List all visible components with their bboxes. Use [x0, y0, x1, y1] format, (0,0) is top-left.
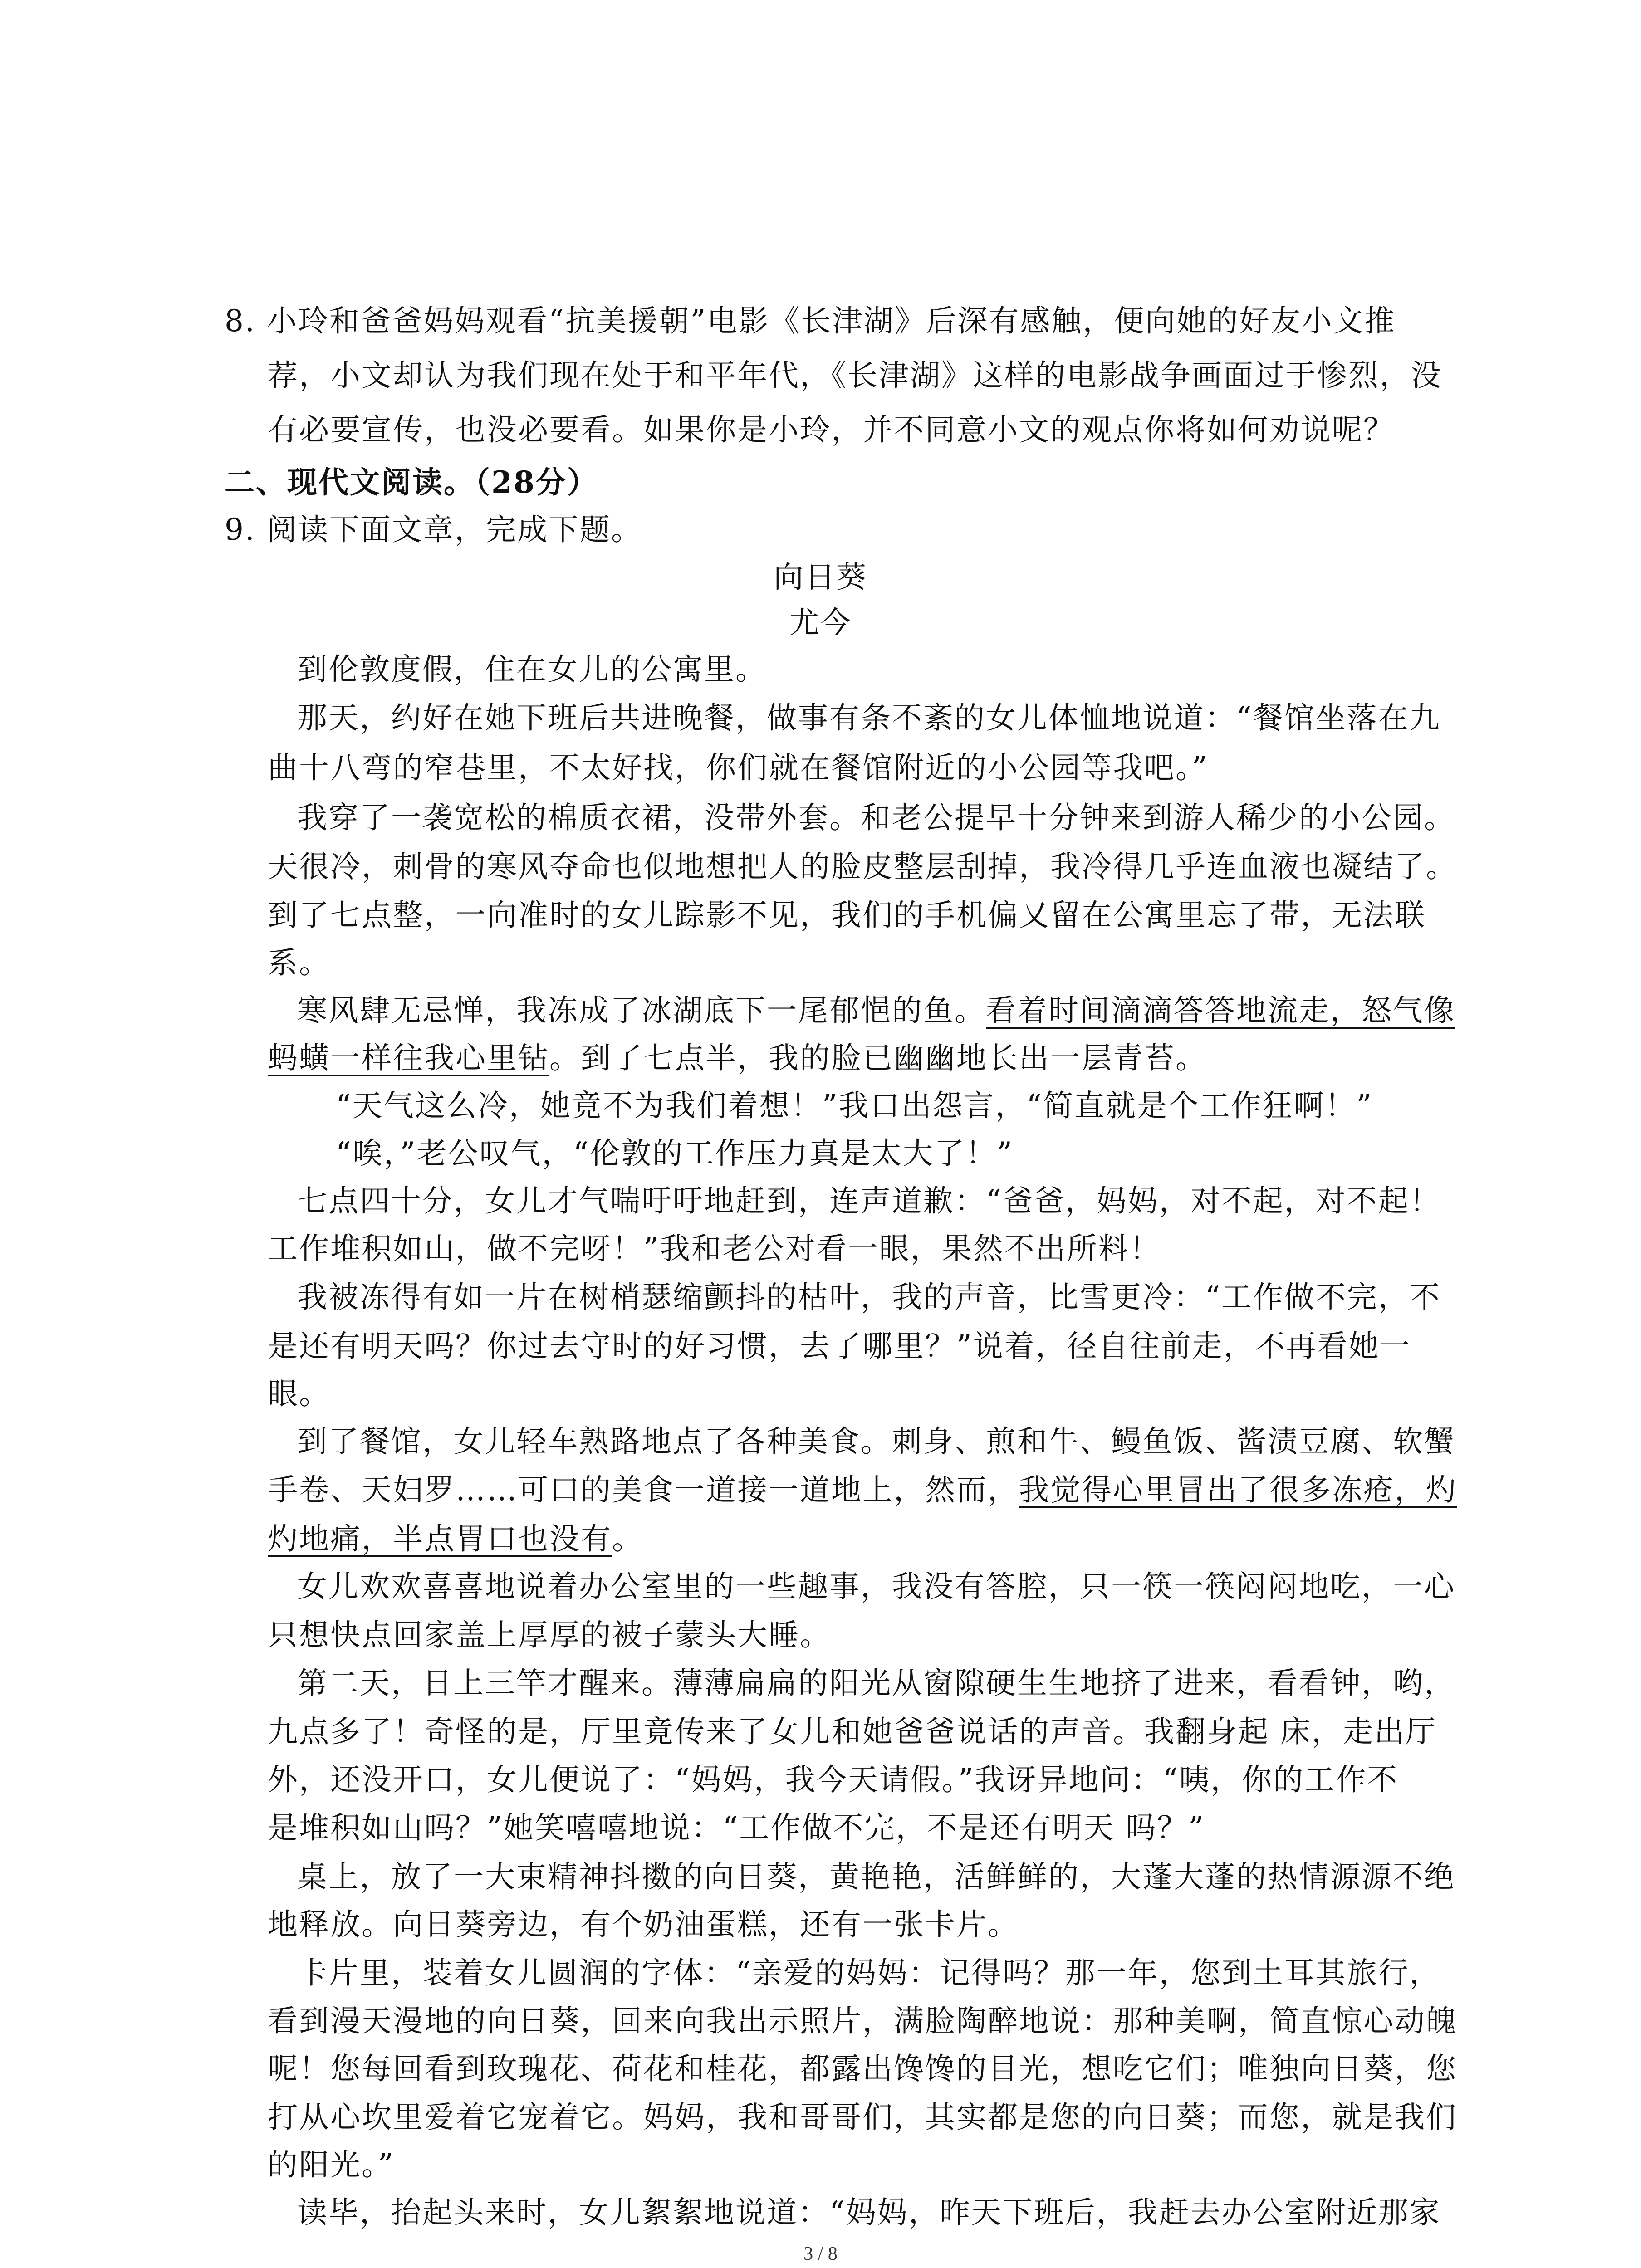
question-8-line-1: 8. 小玲和爸爸妈妈观看“抗美援朝”电影《长津湖》后深有感触，便向她的好友小文推 — [225, 303, 1396, 338]
passage-line-underlined — [297, 989, 1455, 1032]
passage-line: 我被冻得有如一片在树梢瑟缩颤抖的枯叶，我的声音，比雪更冷：“工作做不完，不 — [297, 1280, 1441, 1315]
passage-line: 我穿了一袭宽松的棉质衣裙，没带外套。和老公提早十分钟来到游人稀少的小公园。 — [297, 800, 1455, 835]
passage-line: 的阳光。” — [268, 2147, 395, 2182]
passage-line-underlined — [268, 1517, 643, 1561]
passage-line-underlined — [268, 1468, 1457, 1512]
passage-line: 系。 — [268, 945, 330, 980]
passage-line: 桌上，放了一大束精神抖擞的向日葵，黄艳艳，活鲜鲜的，大蓬大蓬的热情源源不绝 — [297, 1859, 1455, 1894]
passage-line: 到了七点整，一向准时的女儿踪影不见，我们的手机偏又留在公寓里忘了带，无法联 — [268, 898, 1426, 933]
article-title: 向日葵 — [774, 560, 867, 595]
passage-line: 九点多了！奇怪的是，厅里竟传来了女儿和她爸爸说话的声音。我翻身起 床，走出厅 — [268, 1714, 1437, 1749]
passage-line: 看到漫天漫地的向日葵，回来向我出示照片，满脸陶醉地说：那种美啊，简直惊心动魄 — [268, 2004, 1457, 2038]
question-8-line-2: 荐，小文却认为我们现在处于和平年代，《长津湖》这样的电影战争画面过于惨烈，没 — [268, 358, 1442, 393]
article-author: 尤今 — [789, 605, 852, 640]
passage-text: 。到了七点半，我的脸已幽幽地长出一层青苔。 — [549, 1041, 1207, 1075]
passage-text: 手卷、天妇罗……可口的美食一道接一道地上，然而， — [268, 1472, 1019, 1507]
passage-line: “天气这么冷，她竟不为我们着想！”我口出怨言，“简直就是个工作狂啊！” — [336, 1088, 1373, 1123]
question-9-prompt: 9. 阅读下面文章，完成下题。 — [225, 512, 642, 547]
passage-line: 那天，约好在她下班后共进晚餐，做事有条不紊的女儿体恤地说道：“餐馆坐落在九 — [297, 700, 1441, 735]
passage-line: 外，还没开口，女儿便说了：“妈妈，我今天请假。”我讶异地问：“咦，你的工作不 — [268, 1762, 1399, 1797]
passage-line: 读毕，抬起头来时，女儿絮絮地说道：“妈妈，昨天下班后，我赶去办公室附近那家 — [297, 2195, 1441, 2230]
passage-line: 第二天，日上三竿才醒来。薄薄扁扁的阳光从窗隙硬生生地挤了进来，看看钟，哟， — [297, 1666, 1455, 1701]
passage-line: 曲十八弯的窄巷里，不太好找，你们就在餐馆附近的小公园等我吧。” — [268, 750, 1209, 785]
question-8-line-3: 有必要宣传，也没必要看。如果你是小玲，并不同意小文的观点你将如何劝说呢？ — [268, 412, 1395, 447]
passage-line: “唉，”老公叹气，“伦敦的工作压力真是太大了！” — [336, 1136, 1014, 1171]
passage-line: 只想快点回家盖上厚厚的被子蒙头大睡。 — [268, 1618, 831, 1652]
passage-line: 是还有明天吗？你过去守时的好习惯，去了哪里？”说着，径自往前走，不再看她一 — [268, 1329, 1411, 1364]
underlined-sentence: 灼地痛，半点胃口也没有 — [268, 1521, 612, 1556]
passage-line: 到了餐馆，女儿轻车熟路地点了各种美食。刺身、煎和牛、鳗鱼饭、酱渍豆腐、软蟹 — [297, 1424, 1455, 1459]
passage-line-underlined — [268, 1036, 1207, 1080]
passage-line: 打从心坎里爱着它宠着它。妈妈，我和哥哥们，其实都是您的向日葵；而您，就是我们 — [268, 2100, 1457, 2135]
section-2-heading: 二、现代文阅读。（28分） — [225, 464, 598, 500]
passage-line: 呢！您每回看到玫瑰花、荷花和桂花，都露出馋馋的目光，想吃它们；唯独向日葵，您 — [268, 2051, 1457, 2086]
passage-text: 寒风肆无忌惮，我冻成了冰湖底下一尾郁悒的鱼。 — [297, 993, 986, 1028]
page-number: 3 / 8 — [803, 2244, 838, 2264]
passage-line: 到伦敦度假，住在女儿的公寓里。 — [297, 652, 767, 687]
passage-line: 工作堆积如山，做不完呀！”我和老公对看一眼，果然不出所料！ — [268, 1231, 1161, 1266]
underlined-sentence: 我觉得心里冒出了很多冻疮，灼 — [1019, 1472, 1457, 1507]
passage-text: 。 — [612, 1521, 643, 1556]
passage-line: 七点四十分，女儿才气喘吁吁地赶到，连声道歉：“爸爸，妈妈，对不起，对不起！ — [297, 1183, 1441, 1218]
underlined-sentence: 蚂蟥一样往我心里钻 — [268, 1041, 549, 1075]
passage-line: 地释放。向日葵旁边，有个奶油蛋糕，还有一张卡片。 — [268, 1907, 1019, 1942]
passage-line: 卡片里，装着女儿圆润的字体：“亲爱的妈妈：记得吗？那一年，您到土耳其旅行， — [297, 1955, 1441, 1990]
underlined-sentence: 看着时间滴滴答答地流走，怒气像 — [986, 993, 1455, 1028]
passage-line: 眼。 — [268, 1376, 330, 1411]
passage-line: 是堆积如山吗？”她笑嘻嘻地说：“工作做不完，不是还有明天 吗？” — [268, 1810, 1205, 1845]
passage-line: 女儿欢欢喜喜地说着办公室里的一些趣事，我没有答腔，只一筷一筷闷闷地吃，一心 — [297, 1569, 1455, 1604]
passage-line: 天很冷，刺骨的寒风夺命也似地想把人的脸皮整层刮掉，我冷得几乎连血液也凝结了。 — [268, 849, 1457, 884]
